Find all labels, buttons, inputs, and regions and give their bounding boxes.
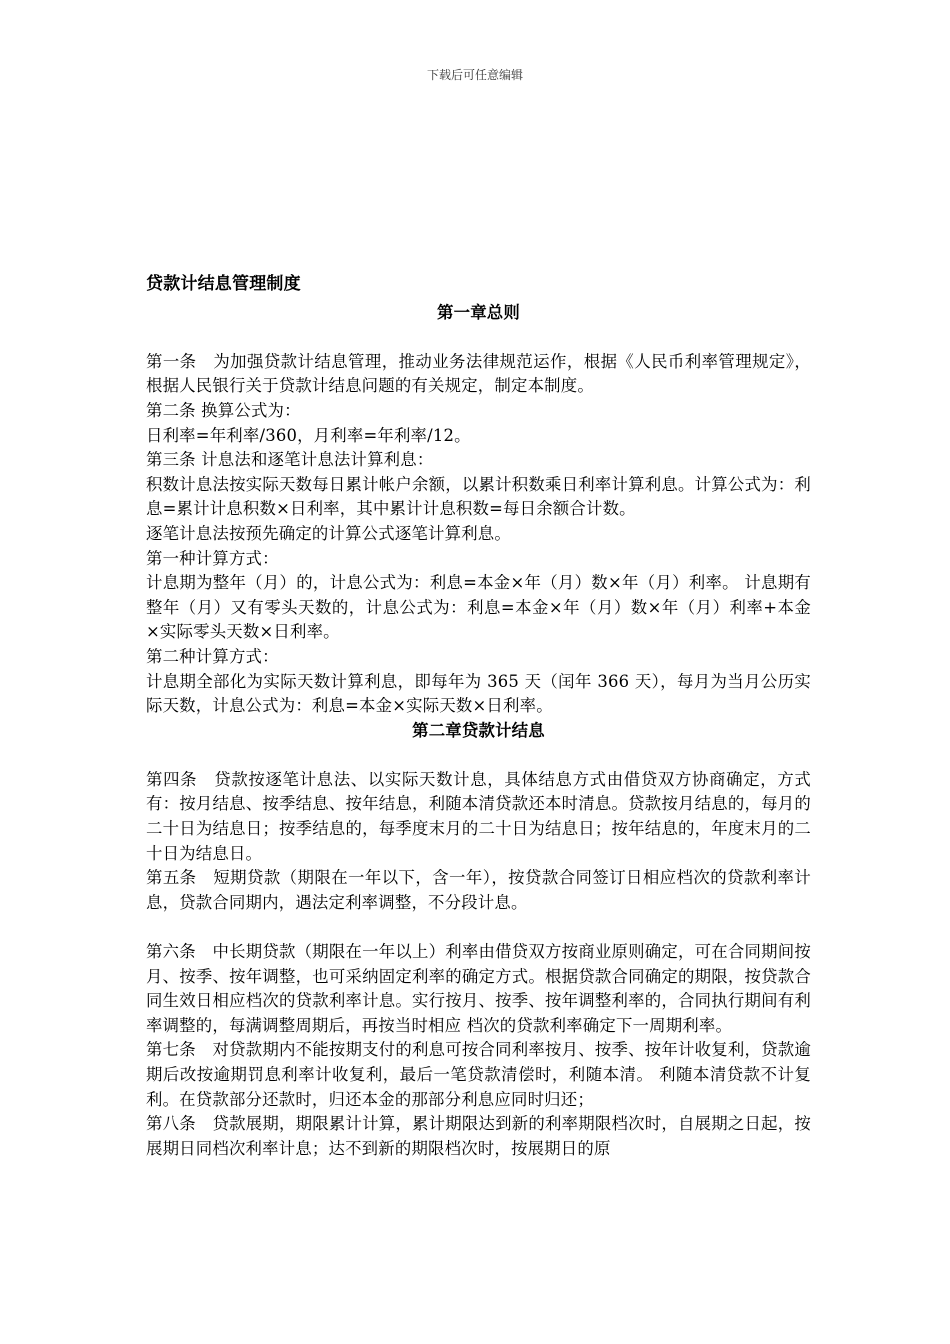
paragraph: 第一种计算方式： xyxy=(146,548,279,568)
paragraph: 第三条 计息法和逐笔计息法计算利息： xyxy=(146,450,434,470)
paragraph: 第一条 为加强贷款计结息管理，推动业务法律规范运作，根据《人民币利率管理规定》，根据人民银行关于贷款计结息问题的有关规定，制定本制度。 xyxy=(146,351,811,396)
paragraph: 逐笔计息法按预先确定的计算公式逐笔计算利息。 xyxy=(146,523,511,543)
paragraph: 积数计息法按实际天数每日累计帐户余额，以累计积数乘日利率计算利息。计算公式为：利息=累计计息积数×日利率，其中累计计息积数=每日余额合计数。 xyxy=(146,474,811,519)
document-title: 贷款计结息管理制度 xyxy=(146,274,301,294)
paragraph: 第七条 对贷款期内不能按期支付的利息可按合同利率按月、按季、按年计收复利，贷款逾期后改按逾期罚息利率计收复利，最后一笔贷款清偿时，利随本清。 利随本清贷款不计复利。在贷款部分还款时，归还本金的那部分利息应同时归还； xyxy=(146,1040,811,1109)
blank-line xyxy=(146,743,811,768)
paragraph: 计息期为整年（月）的，计息公式为：利息=本金×年（月）数×年（月）利率。 计息期有整年（月）又有零头天数的，计息公式为：利息=本金×年（月）数×年（月）利率+本金×实际零头天数×日利率。 xyxy=(146,573,811,642)
document-body xyxy=(146,272,811,1161)
paragraph: 第四条 贷款按逐笔计息法、以实际天数计息，具体结息方式由借贷双方协商确定，方式有：按月结息、按季结息、按年结息，利随本清贷款还本时清息。贷款按月结息的，每月的二十日为结息日；按季结息的，每季度末月的二十日为结息日；按年结息的，年度末月的二十日为结息日。 xyxy=(146,769,811,863)
blank-line xyxy=(146,915,811,940)
page-header: 下载后可任意编辑 xyxy=(426,68,523,82)
paragraph: 计息期全部化为实际天数计算利息，即每年为 365 天（闰年 366 天），每月为当月公历实际天数，计息公式为：利息=本金×实际天数×日利率。 xyxy=(146,671,811,716)
blank-line xyxy=(146,325,811,350)
paragraph: 第二条 换算公式为： xyxy=(146,400,301,420)
paragraph: 日利率=年利率/360，月利率=年利率/12。 xyxy=(146,425,471,445)
paragraph: 第六条 中长期贷款（期限在一年以上）利率由借贷双方按商业原则确定，可在合同期间按月、按季、按年调整，也可采纳固定利率的确定方式。根据贷款合同确定的期限，按贷款合同生效日相应档次的贷款利率计息。实行按月、按季、按年调整利率的，合同执行期间有利率调整的，每满调整周期后，再按当时相应 档次的贷款利率确定下一周期利率。 xyxy=(146,942,811,1035)
paragraph: 第二种计算方式： xyxy=(146,646,279,666)
chapter-heading-2: 第二章贷款计结息 xyxy=(412,720,545,740)
chapter-heading-1: 第一章总则 xyxy=(437,302,520,322)
paragraph: 第五条 短期贷款（期限在一年以下，含一年），按贷款合同签订日相应档次的贷款利率计息，贷款合同期内，遇法定利率调整，不分段计息。 xyxy=(146,868,811,912)
paragraph: 第八条 贷款展期，期限累计计算，累计期限达到新的利率期限档次时，自展期之日起，按展期日同档次利率计息；达不到新的期限档次时，按展期日的原 xyxy=(146,1114,811,1158)
